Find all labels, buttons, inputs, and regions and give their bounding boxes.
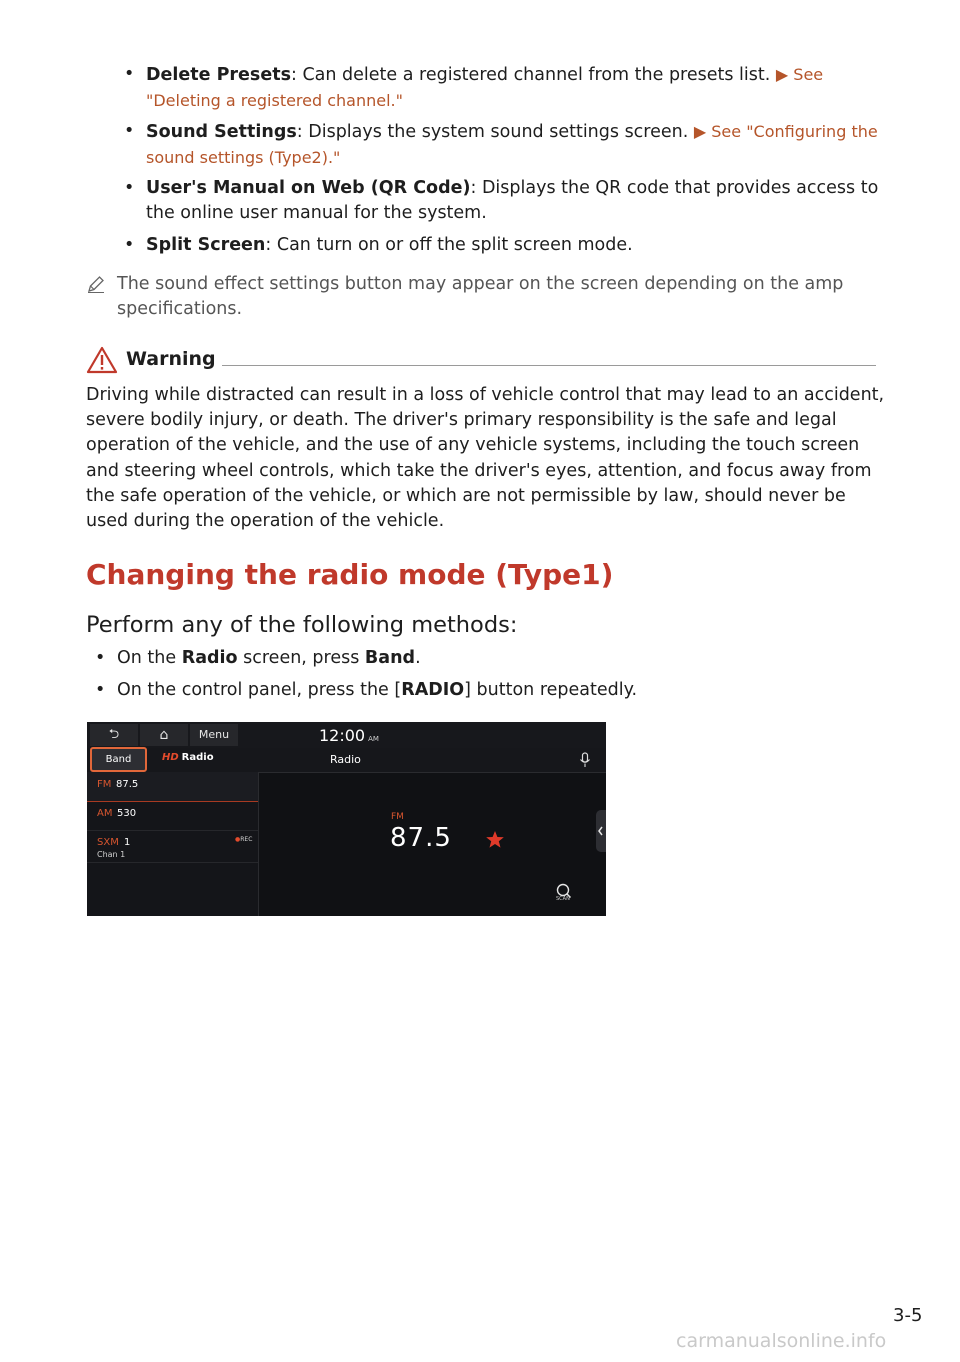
side-panel-tab[interactable] xyxy=(596,810,606,852)
method-item xyxy=(95,678,855,703)
subheading: Perform any of the following methods: xyxy=(86,612,518,638)
preset-item[interactable] xyxy=(87,830,258,863)
bullet-dot: • xyxy=(124,64,135,84)
cross-reference-link[interactable]: ▶ See "Configuring the sound settings (Type2)." xyxy=(146,122,878,167)
home-icon: ⌂ xyxy=(159,727,169,743)
bullet-split-screen xyxy=(124,233,884,258)
back-icon: ⮌ xyxy=(108,727,120,742)
preset-band: SXM xyxy=(97,837,119,848)
current-frequency: 87.5 xyxy=(390,823,452,853)
bullet-dot: • xyxy=(124,178,135,198)
clock-time: 12:00 xyxy=(319,726,366,745)
favorite-star-icon[interactable] xyxy=(485,830,505,849)
method-text: On the control panel, press the [ xyxy=(117,680,402,700)
bullet-term: Sound Settings xyxy=(146,122,297,142)
method-text: On the xyxy=(117,648,182,668)
chevron-left-icon xyxy=(596,810,606,852)
clock-ampm: AM xyxy=(368,735,379,743)
warning-label: Warning xyxy=(126,348,216,370)
bullet-desc: : Can turn on or off the split screen mode. xyxy=(265,235,633,255)
bullet-delete-presets xyxy=(124,62,884,114)
warning-triangle-icon xyxy=(86,346,118,374)
microphone-icon[interactable] xyxy=(579,752,591,768)
band-button[interactable]: Band xyxy=(90,747,147,772)
method-bold: RADIO xyxy=(401,680,465,700)
scan-label: SCAN xyxy=(556,896,570,902)
back-button[interactable] xyxy=(90,724,138,746)
radio-screenshot xyxy=(87,722,606,916)
clock xyxy=(319,726,379,745)
preset-value: 87.5 xyxy=(116,779,139,790)
bullet-term: Split Screen xyxy=(146,235,266,255)
method-text: ] button repeatedly. xyxy=(464,680,638,700)
rec-indicator xyxy=(235,836,252,843)
cross-reference-link[interactable]: ▶ See "Deleting a registered channel." xyxy=(146,65,824,110)
screen-title: Radio xyxy=(330,753,361,766)
current-band: FM xyxy=(391,812,404,822)
hd-radio-logo xyxy=(162,752,214,763)
watermark: carmanualsonline.info xyxy=(676,1330,887,1352)
method-bold: Radio xyxy=(181,648,238,668)
bullet-dot: • xyxy=(124,121,135,141)
preset-channel-name: Chan 1 xyxy=(97,850,126,859)
preset-item[interactable] xyxy=(87,772,258,802)
bullet-users-manual xyxy=(124,176,884,226)
hd-logo-text: Radio xyxy=(181,752,214,763)
preset-band: AM xyxy=(97,808,113,819)
bullet-term: Delete Presets xyxy=(146,65,291,85)
warning-header xyxy=(86,346,876,376)
preset-item[interactable] xyxy=(87,801,258,831)
note-text: The sound effect settings button may appear on the screen depending on the amp specifications. xyxy=(117,274,844,319)
method-item xyxy=(95,646,855,671)
bullet-desc: : Displays the system sound settings screen. xyxy=(296,122,694,142)
rec-dot-icon: ● xyxy=(235,836,241,843)
bullet-dot: • xyxy=(124,235,135,255)
method-text: . xyxy=(415,648,421,668)
preset-value: 530 xyxy=(117,808,137,819)
method-text: screen, press xyxy=(237,648,365,668)
bullet-term: User's Manual on Web (QR Code) xyxy=(146,178,471,198)
preset-value: 1 xyxy=(124,837,131,848)
menu-button[interactable]: Menu xyxy=(190,724,238,746)
hd-logo-mark: HD xyxy=(162,752,179,763)
preset-band: FM xyxy=(97,779,112,790)
preset-list xyxy=(87,772,259,916)
pencil-icon xyxy=(86,274,106,294)
bullet-sound-settings xyxy=(124,119,884,171)
home-button[interactable] xyxy=(140,724,188,746)
rec-label: REC xyxy=(240,836,253,843)
bullet-desc: : Can delete a registered channel from the presets list. xyxy=(290,65,776,85)
warning-text: Driving while distracted can result in a loss of vehicle control that may lead to an accident, severe bodily injury, or death. The driver's primary responsibility is the safe and legal operation of the vehicle, and the use of any vehicle systems, including the touch screen and steering wheel controls, which take the driver's eyes, attention, and focus away from the safe operation of the vehicle, or which are not permissible by law, should never be used during the operation of the vehicle. xyxy=(86,385,885,532)
note xyxy=(86,272,866,322)
warning-divider xyxy=(222,365,876,366)
method-bold: Band xyxy=(364,648,416,668)
bullet-desc: : Displays the QR code that provides access to the online user manual for the system. xyxy=(146,178,879,223)
section-title: Changing the radio mode (Type1) xyxy=(86,558,614,591)
page-number: 3-5 xyxy=(893,1305,923,1326)
top-bar xyxy=(87,722,606,748)
bullet-dot: • xyxy=(95,648,106,668)
bullet-dot: • xyxy=(95,680,106,700)
